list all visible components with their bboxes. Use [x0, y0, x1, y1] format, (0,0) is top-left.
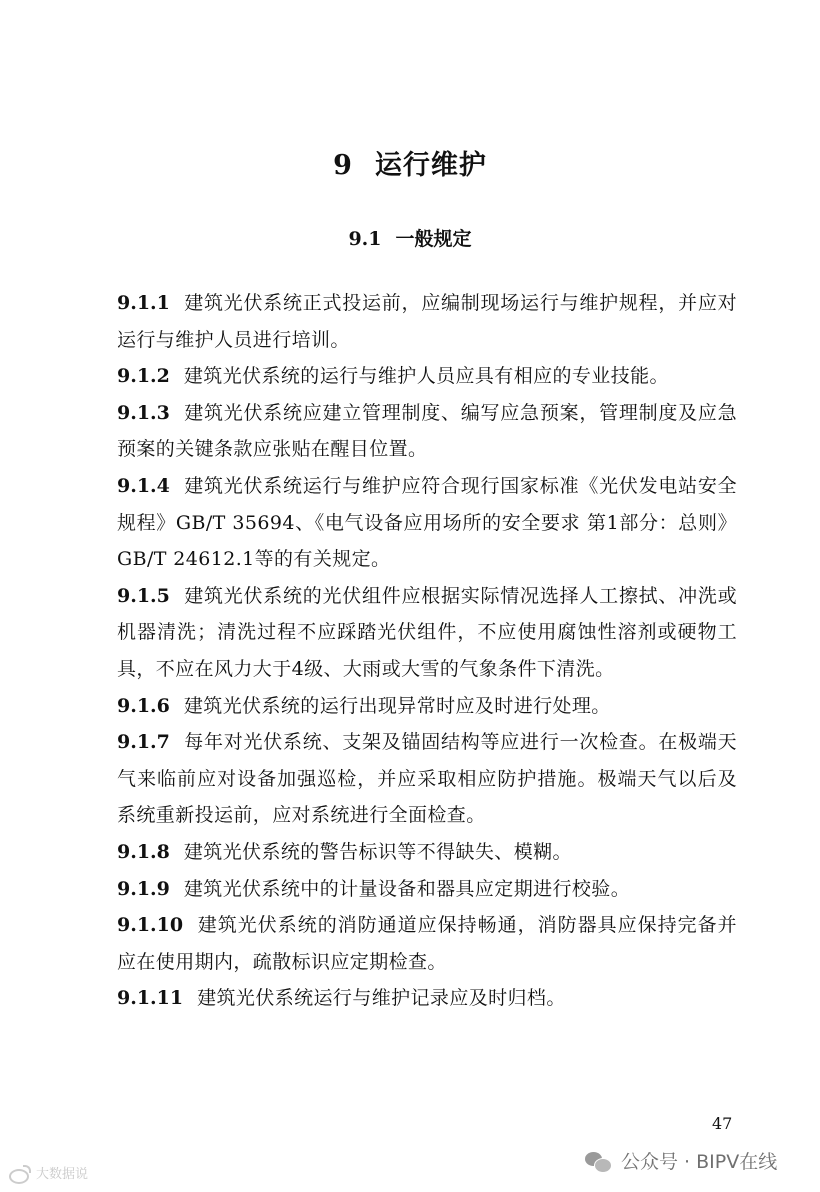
clause-text: 建筑光伏系统运行与维护应符合现行国家标准《光伏发电站安全规程》GB/T 35694、《电气设备应用场所的安全要求 第1部分：总则》GB/T 24612.1等的有关规定。: [117, 474, 737, 571]
chapter-title-text: 运行维护: [374, 150, 487, 181]
clause-item: [117, 871, 737, 908]
clause-item: [117, 285, 737, 358]
clause-number: 9.1.2: [117, 365, 170, 388]
clause-text: 建筑光伏系统正式投运前，应编制现场运行与维护规程，并应对运行与维护人员进行培训。: [117, 292, 737, 351]
clause-text: 建筑光伏系统的运行出现异常时应及时进行处理。: [183, 694, 611, 717]
clause-number: 9.1.7: [117, 731, 170, 754]
clause-list: [117, 285, 737, 1017]
clause-item: [117, 724, 737, 834]
clause-text: 每年对光伏系统、支架及锚固结构等应进行一次检查。在极端天气来临前应对设备加强巡检，并应采取相应防护措施。极端天气以后及系统重新投运前，应对系统进行全面检查。: [117, 731, 737, 827]
wechat-icon: [585, 1150, 611, 1172]
page-number: 47: [712, 1114, 733, 1133]
clause-number: 9.1.1: [117, 292, 170, 314]
clause-text: 建筑光伏系统的警告标识等不得缺失、模糊。: [183, 840, 572, 863]
section-title-text: 一般规定: [395, 228, 472, 250]
weibo-icon: [8, 1165, 30, 1181]
watermark-wechat: [585, 1147, 777, 1174]
clause-number: 9.1.3: [117, 401, 170, 424]
clause-item: [117, 578, 737, 688]
watermark-weibo: [8, 1163, 88, 1182]
chapter-number: 9: [333, 150, 353, 181]
clause-text: 建筑光伏系统中的计量设备和器具应定期进行校验。: [183, 877, 631, 900]
clause-item: [117, 358, 737, 395]
clause-text: 建筑光伏系统运行与维护记录应及时归档。: [197, 987, 566, 1010]
clause-text: 建筑光伏系统应建立管理制度、编写应急预案，管理制度及应急预案的关键条款应张贴在醒目位置。: [117, 401, 737, 461]
clause-number: 9.1.9: [117, 877, 170, 900]
clause-number: 9.1.4: [117, 474, 170, 497]
clause-number: 9.1.6: [117, 694, 170, 717]
clause-number: 9.1.11: [117, 987, 184, 1010]
clause-item: [117, 907, 737, 980]
watermark-weibo-text: 大数据说: [36, 1167, 89, 1182]
watermark-wechat-text: 公众号 · BIPV在线: [621, 1151, 778, 1173]
clause-text: 建筑光伏系统的运行与维护人员应具有相应的专业技能。: [183, 365, 669, 388]
section-title: [0, 224, 820, 251]
clause-item: [117, 468, 737, 578]
clause-item: [117, 834, 737, 871]
clause-text: 建筑光伏系统的消防通道应保持畅通，消防器具应保持完备并应在使用期内，疏散标识应定期检查。: [117, 914, 737, 973]
clause-number: 9.1.8: [117, 840, 170, 863]
clause-text: 建筑光伏系统的光伏组件应根据实际情况选择人工擦拭、冲洗或机器清洗；清洗过程不应踩踏光伏组件，不应使用腐蚀性溶剂或硬物工具，不应在风力大于4级、大雨或大雪的气象条件下清洗。: [117, 584, 737, 680]
section-number: 9.1: [348, 228, 382, 250]
clause-number: 9.1.10: [117, 914, 184, 937]
clause-item: [117, 688, 737, 725]
chapter-title: [0, 143, 820, 182]
clause-item: [117, 980, 737, 1017]
clause-item: [117, 395, 737, 468]
clause-number: 9.1.5: [117, 584, 170, 607]
